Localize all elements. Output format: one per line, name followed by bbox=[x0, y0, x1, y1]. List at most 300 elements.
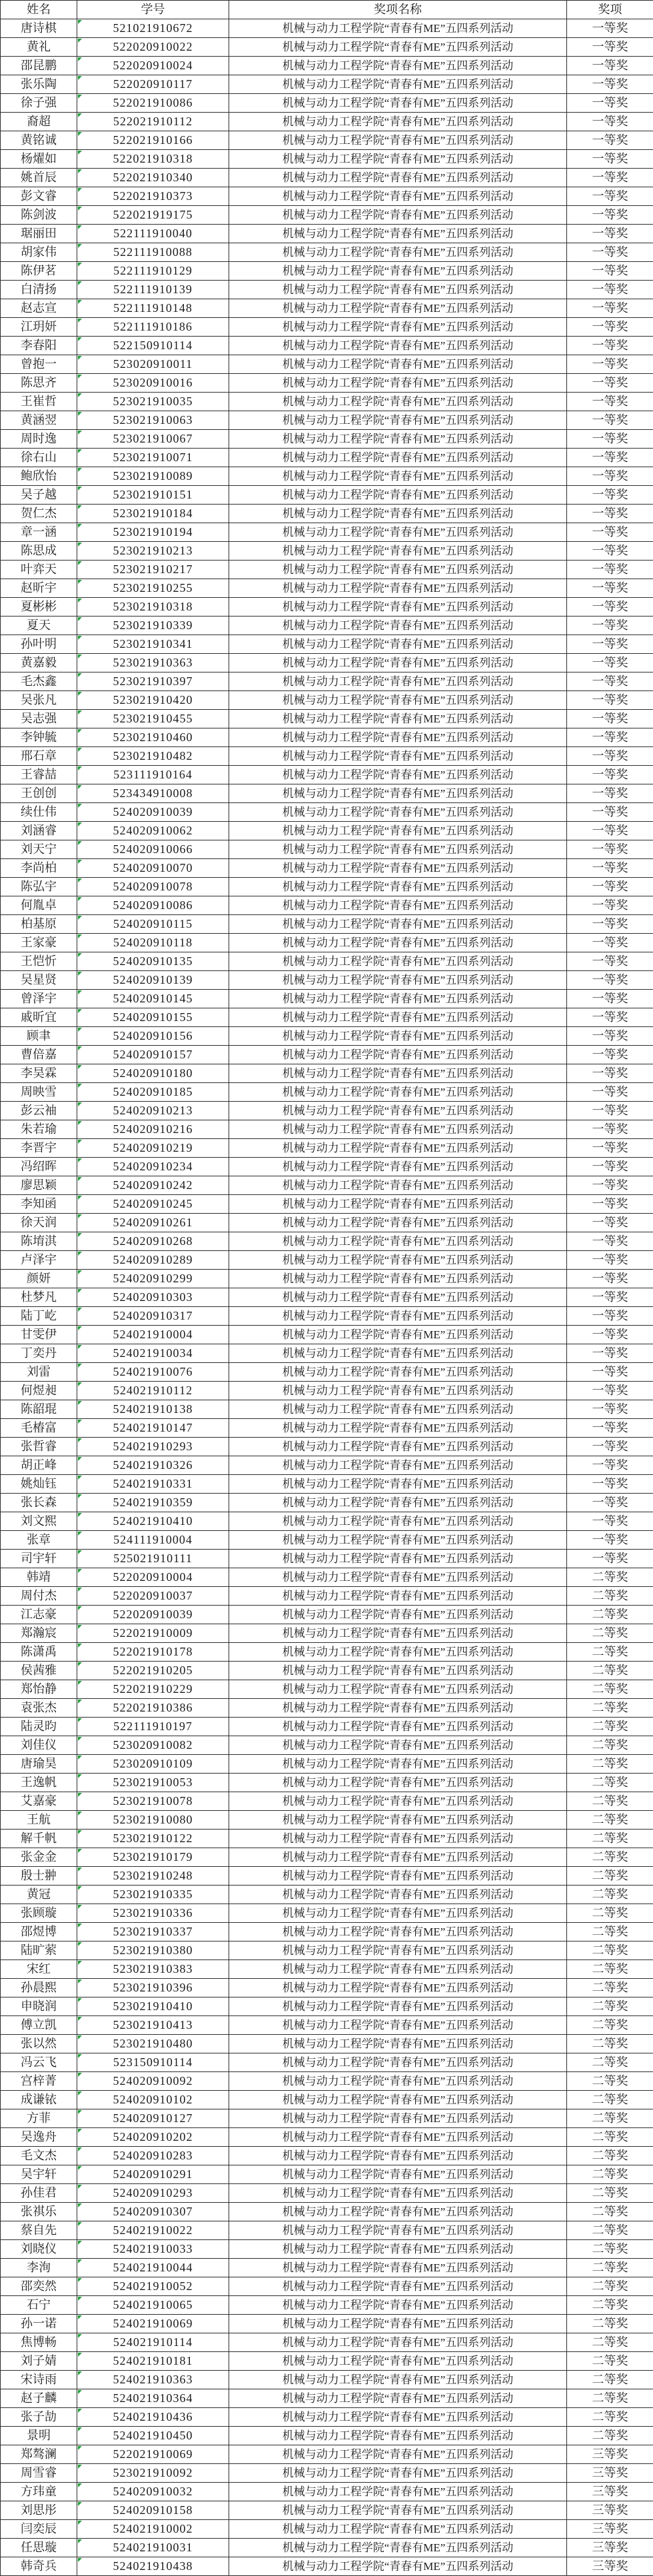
student-id-text: 523150910114 bbox=[113, 2055, 193, 2069]
award-level-cell: 一等奖 bbox=[567, 878, 653, 896]
student-name-cell: 韩奇兵 bbox=[1, 2557, 77, 2576]
award-level-cell: 二等奖 bbox=[567, 2296, 653, 2315]
student-name-cell: 周时逸 bbox=[1, 430, 77, 449]
student-id-text: 524020910216 bbox=[113, 1122, 193, 1136]
student-name-cell: 姚首辰 bbox=[1, 169, 77, 187]
student-id-cell bbox=[77, 449, 229, 467]
student-id-cell bbox=[77, 1027, 229, 1046]
student-id-cell bbox=[77, 2315, 229, 2333]
student-name-cell: 李钟毓 bbox=[1, 728, 77, 747]
number-as-text-flag-icon bbox=[78, 692, 82, 696]
award-name-cell: 机械与动力工程学院“青春有ME”五四系列活动 bbox=[229, 150, 567, 169]
student-name-cell: 司宇轩 bbox=[1, 1550, 77, 1568]
student-name-cell: 宋红 bbox=[1, 1960, 77, 1979]
award-name-cell: 机械与动力工程学院“青春有ME”五四系列活动 bbox=[229, 1307, 567, 1326]
student-name-cell: 夏彬彬 bbox=[1, 598, 77, 617]
number-as-text-flag-icon bbox=[78, 1438, 82, 1442]
number-as-text-flag-icon bbox=[78, 878, 82, 882]
award-level-cell: 一等奖 bbox=[567, 1550, 653, 1568]
award-level-cell: 一等奖 bbox=[567, 225, 653, 243]
student-name-cell: 唐瑜昊 bbox=[1, 1755, 77, 1774]
award-level-cell: 一等奖 bbox=[567, 915, 653, 934]
award-level-cell: 二等奖 bbox=[567, 1606, 653, 1624]
student-name-cell: 陈剑波 bbox=[1, 206, 77, 225]
table-row bbox=[1, 169, 653, 187]
award-name-cell: 机械与动力工程学院“青春有ME”五四系列活动 bbox=[229, 1718, 567, 1736]
student-id-text: 524021910031 bbox=[113, 2541, 193, 2554]
award-name-cell: 机械与动力工程学院“青春有ME”五四系列活动 bbox=[229, 915, 567, 934]
student-id-cell bbox=[77, 1400, 229, 1419]
award-name-cell: 机械与动力工程学院“青春有ME”五四系列活动 bbox=[229, 2539, 567, 2557]
student-id-cell bbox=[77, 1662, 229, 1680]
number-as-text-flag-icon bbox=[78, 449, 82, 453]
student-id-cell bbox=[77, 1232, 229, 1251]
student-id-text: 523021910122 bbox=[113, 1832, 193, 1845]
student-id-text: 522111910088 bbox=[113, 245, 193, 259]
student-id-text: 524021910363 bbox=[113, 2373, 193, 2386]
student-name-cell: 姚灿钰 bbox=[1, 1475, 77, 1494]
table-row bbox=[1, 113, 653, 131]
table-row bbox=[1, 1811, 653, 1830]
student-name-cell: 张顾璇 bbox=[1, 1904, 77, 1923]
student-name-cell: 丁奕丹 bbox=[1, 1344, 77, 1363]
award-name-cell: 机械与动力工程学院“青春有ME”五四系列活动 bbox=[229, 1867, 567, 1886]
number-as-text-flag-icon bbox=[78, 710, 82, 714]
student-id-cell bbox=[77, 691, 229, 710]
student-name-cell: 石宁 bbox=[1, 2296, 77, 2315]
student-id-cell bbox=[77, 654, 229, 672]
award-level-cell: 二等奖 bbox=[567, 2389, 653, 2408]
student-id-text: 524020910066 bbox=[113, 842, 193, 856]
table-row bbox=[1, 1288, 653, 1307]
student-name-cell: 冯云飞 bbox=[1, 2053, 77, 2072]
student-id-cell bbox=[77, 1288, 229, 1307]
award-level-cell: 一等奖 bbox=[567, 822, 653, 840]
student-id-cell bbox=[77, 1848, 229, 1867]
award-name-cell: 机械与动力工程学院“青春有ME”五四系列活动 bbox=[229, 1755, 567, 1774]
number-as-text-flag-icon bbox=[78, 169, 82, 173]
award-name-cell: 机械与动力工程学院“青春有ME”五四系列活动 bbox=[229, 262, 567, 281]
student-id-text: 524020910155 bbox=[113, 1010, 193, 1024]
student-name-cell: 王恺忻 bbox=[1, 952, 77, 971]
number-as-text-flag-icon bbox=[78, 953, 82, 957]
student-id-cell bbox=[77, 1550, 229, 1568]
award-name-cell: 机械与动力工程学院“青春有ME”五四系列活动 bbox=[229, 225, 567, 243]
award-name-cell: 机械与动力工程学院“青春有ME”五四系列活动 bbox=[229, 2221, 567, 2240]
table-row bbox=[1, 1456, 653, 1475]
table-row bbox=[1, 990, 653, 1008]
number-as-text-flag-icon bbox=[78, 1905, 82, 1909]
number-as-text-flag-icon bbox=[78, 207, 82, 211]
student-name-cell: 韩靖 bbox=[1, 1568, 77, 1587]
student-name-cell: 何胤卓 bbox=[1, 896, 77, 915]
award-name-cell: 机械与动力工程学院“青春有ME”五四系列活动 bbox=[229, 710, 567, 728]
table-row bbox=[1, 2483, 653, 2501]
number-as-text-flag-icon bbox=[78, 412, 82, 416]
award-level-cell: 一等奖 bbox=[567, 75, 653, 94]
award-name-cell: 机械与动力工程学院“青春有ME”五四系列活动 bbox=[229, 2165, 567, 2184]
table-row bbox=[1, 747, 653, 766]
number-as-text-flag-icon bbox=[78, 1886, 82, 1890]
student-name-cell: 陆旷萦 bbox=[1, 1941, 77, 1960]
award-level-cell: 二等奖 bbox=[567, 2315, 653, 2333]
table-row bbox=[1, 896, 653, 915]
student-id-cell bbox=[77, 1494, 229, 1512]
award-level-cell: 一等奖 bbox=[567, 710, 653, 728]
number-as-text-flag-icon bbox=[78, 1774, 82, 1778]
number-as-text-flag-icon bbox=[78, 1700, 82, 1704]
student-id-cell bbox=[77, 1195, 229, 1214]
table-row bbox=[1, 1307, 653, 1326]
student-id-cell bbox=[77, 2016, 229, 2035]
award-level-cell: 二等奖 bbox=[567, 2109, 653, 2128]
table-row bbox=[1, 1139, 653, 1158]
student-name-cell: 孙叶明 bbox=[1, 635, 77, 654]
award-level-cell: 三等奖 bbox=[567, 2501, 653, 2520]
number-as-text-flag-icon bbox=[78, 934, 82, 938]
number-as-text-flag-icon bbox=[78, 1550, 82, 1554]
number-as-text-flag-icon bbox=[78, 636, 82, 640]
student-id-cell bbox=[77, 728, 229, 747]
student-id-cell bbox=[77, 542, 229, 561]
student-name-cell: 张章 bbox=[1, 1531, 77, 1550]
award-name-cell: 机械与动力工程学院“青春有ME”五四系列活动 bbox=[229, 672, 567, 691]
number-as-text-flag-icon bbox=[78, 244, 82, 248]
table-row bbox=[1, 1997, 653, 2016]
student-name-cell: 赵昕宇 bbox=[1, 579, 77, 598]
table-body bbox=[1, 19, 653, 2576]
award-level-cell: 二等奖 bbox=[567, 1830, 653, 1848]
student-id-cell bbox=[77, 840, 229, 859]
award-name-cell: 机械与动力工程学院“青春有ME”五四系列活动 bbox=[229, 2053, 567, 2072]
award-level-cell: 二等奖 bbox=[567, 1624, 653, 1643]
award-name-cell: 机械与动力工程学院“青春有ME”五四系列活动 bbox=[229, 1904, 567, 1923]
student-id-cell bbox=[77, 337, 229, 355]
award-name-cell: 机械与动力工程学院“青春有ME”五四系列活动 bbox=[229, 1419, 567, 1438]
number-as-text-flag-icon bbox=[78, 76, 82, 80]
student-id-text: 522021910178 bbox=[113, 1645, 193, 1658]
award-name-cell: 机械与动力工程学院“青春有ME”五四系列活动 bbox=[229, 934, 567, 952]
student-id-text: 522111910129 bbox=[113, 264, 193, 277]
award-level-cell: 二等奖 bbox=[567, 2352, 653, 2371]
student-name-cell: 柏基原 bbox=[1, 915, 77, 934]
student-id-text: 524021910331 bbox=[113, 1477, 193, 1490]
number-as-text-flag-icon bbox=[78, 1065, 82, 1069]
award-level-cell: 一等奖 bbox=[567, 150, 653, 169]
award-name-cell: 机械与动力工程学院“青春有ME”五四系列活动 bbox=[229, 859, 567, 878]
student-id-text: 522150910114 bbox=[113, 339, 193, 352]
student-id-cell bbox=[77, 131, 229, 150]
award-level-cell: 一等奖 bbox=[567, 1008, 653, 1027]
number-as-text-flag-icon bbox=[78, 263, 82, 267]
award-level-cell: 二等奖 bbox=[567, 2427, 653, 2445]
student-id-cell bbox=[77, 1568, 229, 1587]
number-as-text-flag-icon bbox=[78, 2259, 82, 2263]
table-row bbox=[1, 411, 653, 430]
student-id-text: 524020910078 bbox=[113, 880, 193, 893]
number-as-text-flag-icon bbox=[78, 1569, 82, 1573]
student-id-cell bbox=[77, 2445, 229, 2464]
student-name-cell: 冯绍晖 bbox=[1, 1158, 77, 1176]
student-id-cell bbox=[77, 374, 229, 393]
award-name-cell: 机械与动力工程学院“青春有ME”五四系列活动 bbox=[229, 728, 567, 747]
student-name-cell: 彭文睿 bbox=[1, 187, 77, 206]
student-id-text: 523021910482 bbox=[113, 749, 193, 762]
student-id-cell bbox=[77, 243, 229, 262]
student-id-cell bbox=[77, 2240, 229, 2259]
award-level-cell: 一等奖 bbox=[567, 1307, 653, 1326]
award-level-cell: 二等奖 bbox=[567, 1718, 653, 1736]
student-id-cell bbox=[77, 1419, 229, 1438]
award-level-cell: 一等奖 bbox=[567, 38, 653, 57]
student-name-cell: 叶弈天 bbox=[1, 561, 77, 579]
award-name-cell: 机械与动力工程学院“青春有ME”五四系列活动 bbox=[229, 94, 567, 113]
award-name-cell: 机械与动力工程学院“青春有ME”五四系列活动 bbox=[229, 691, 567, 710]
student-id-cell bbox=[77, 2464, 229, 2483]
student-name-cell: 江玥妍 bbox=[1, 318, 77, 337]
table-row bbox=[1, 2016, 653, 2035]
award-name-cell: 机械与动力工程学院“青春有ME”五四系列活动 bbox=[229, 1774, 567, 1792]
award-name-cell: 机械与动力工程学院“青春有ME”五四系列活动 bbox=[229, 2427, 567, 2445]
award-level-cell: 一等奖 bbox=[567, 374, 653, 393]
student-name-cell: 陈堉淇 bbox=[1, 1232, 77, 1251]
award-level-cell: 一等奖 bbox=[567, 1344, 653, 1363]
student-id-text: 523021910184 bbox=[113, 507, 193, 520]
award-name-cell: 机械与动力工程学院“青春有ME”五四系列活动 bbox=[229, 1158, 567, 1176]
table-row bbox=[1, 1736, 653, 1755]
number-as-text-flag-icon bbox=[78, 2035, 82, 2039]
table-row bbox=[1, 374, 653, 393]
number-as-text-flag-icon bbox=[78, 1177, 82, 1181]
table-row bbox=[1, 2296, 653, 2315]
table-row bbox=[1, 1867, 653, 1886]
student-name-cell: 曾泽宇 bbox=[1, 990, 77, 1008]
table-row bbox=[1, 1195, 653, 1214]
number-as-text-flag-icon bbox=[78, 1625, 82, 1629]
student-id-cell bbox=[77, 2427, 229, 2445]
number-as-text-flag-icon bbox=[78, 356, 82, 360]
student-id-text: 524020910219 bbox=[113, 1141, 193, 1154]
student-id-text: 523111910164 bbox=[113, 768, 193, 781]
student-id-text: 524020910242 bbox=[113, 1178, 193, 1192]
student-id-text: 524021910069 bbox=[113, 2317, 193, 2330]
student-name-cell: 成谦铱 bbox=[1, 2091, 77, 2109]
col-header-award-level: 奖项 bbox=[567, 1, 653, 19]
student-name-cell: 裔超 bbox=[1, 113, 77, 131]
number-as-text-flag-icon bbox=[78, 1793, 82, 1797]
table-row bbox=[1, 691, 653, 710]
number-as-text-flag-icon bbox=[78, 2073, 82, 2077]
student-name-cell: 申晓润 bbox=[1, 1997, 77, 2016]
number-as-text-flag-icon bbox=[78, 1606, 82, 1610]
student-id-text: 522020910004 bbox=[113, 1570, 193, 1584]
student-name-cell: 吴志强 bbox=[1, 710, 77, 728]
table-row bbox=[1, 2109, 653, 2128]
student-id-text: 522111910040 bbox=[113, 227, 193, 240]
award-name-cell: 机械与动力工程学院“青春有ME”五四系列活动 bbox=[229, 1102, 567, 1120]
award-name-cell: 机械与动力工程学院“青春有ME”五四系列活动 bbox=[229, 2333, 567, 2352]
number-as-text-flag-icon bbox=[78, 1401, 82, 1405]
table-row bbox=[1, 542, 653, 561]
student-id-text: 524020910261 bbox=[113, 1216, 193, 1229]
award-level-cell: 一等奖 bbox=[567, 654, 653, 672]
award-name-cell: 机械与动力工程学院“青春有ME”五四系列活动 bbox=[229, 878, 567, 896]
award-level-cell: 二等奖 bbox=[567, 1792, 653, 1811]
number-as-text-flag-icon bbox=[78, 1270, 82, 1274]
award-name-cell: 机械与动力工程学院“青春有ME”五四系列活动 bbox=[229, 486, 567, 505]
table-row bbox=[1, 672, 653, 691]
award-level-cell: 二等奖 bbox=[567, 1736, 653, 1755]
number-as-text-flag-icon bbox=[78, 2054, 82, 2058]
table-row bbox=[1, 561, 653, 579]
student-name-cell: 艾嘉豪 bbox=[1, 1792, 77, 1811]
table-row bbox=[1, 467, 653, 486]
award-name-cell: 机械与动力工程学院“青春有ME”五四系列活动 bbox=[229, 1083, 567, 1102]
student-id-text: 523021910413 bbox=[113, 2018, 193, 2031]
table-row bbox=[1, 1363, 653, 1382]
student-id-cell bbox=[77, 2539, 229, 2557]
table-row bbox=[1, 952, 653, 971]
student-id-text: 523021910420 bbox=[113, 693, 193, 706]
award-level-cell: 一等奖 bbox=[567, 355, 653, 374]
award-level-cell: 二等奖 bbox=[567, 2221, 653, 2240]
award-level-cell: 一等奖 bbox=[567, 1046, 653, 1064]
award-level-cell: 一等奖 bbox=[567, 19, 653, 38]
table-row bbox=[1, 1475, 653, 1494]
number-as-text-flag-icon bbox=[78, 580, 82, 584]
number-as-text-flag-icon bbox=[78, 20, 82, 24]
table-row bbox=[1, 1886, 653, 1904]
table-row bbox=[1, 1120, 653, 1139]
award-level-cell: 二等奖 bbox=[567, 1979, 653, 1997]
table-row bbox=[1, 2091, 653, 2109]
student-name-cell: 徐子强 bbox=[1, 94, 77, 113]
table-row bbox=[1, 1419, 653, 1438]
award-name-cell: 机械与动力工程学院“青春有ME”五四系列活动 bbox=[229, 1568, 567, 1587]
student-id-cell bbox=[77, 859, 229, 878]
number-as-text-flag-icon bbox=[78, 916, 82, 920]
student-id-text: 524021910436 bbox=[113, 2410, 193, 2423]
student-id-text: 524020910289 bbox=[113, 1253, 193, 1266]
table-row bbox=[1, 2315, 653, 2333]
student-id-text: 524020910283 bbox=[113, 2149, 193, 2162]
student-id-cell bbox=[77, 990, 229, 1008]
student-id-cell bbox=[77, 505, 229, 523]
table-row bbox=[1, 1064, 653, 1083]
student-id-text: 523021910480 bbox=[113, 2037, 193, 2050]
number-as-text-flag-icon bbox=[78, 2017, 82, 2021]
number-as-text-flag-icon bbox=[78, 1028, 82, 1032]
table-row bbox=[1, 728, 653, 747]
student-id-cell bbox=[77, 2259, 229, 2277]
student-name-cell: 李晋宇 bbox=[1, 1139, 77, 1158]
award-name-cell: 机械与动力工程学院“青春有ME”五四系列活动 bbox=[229, 1195, 567, 1214]
award-level-cell: 一等奖 bbox=[567, 1419, 653, 1438]
award-level-cell: 二等奖 bbox=[567, 2333, 653, 2352]
student-name-cell: 陈韶琨 bbox=[1, 1400, 77, 1419]
award-name-cell: 机械与动力工程学院“青春有ME”五四系列活动 bbox=[229, 467, 567, 486]
student-id-text: 524020910317 bbox=[113, 1309, 193, 1322]
table-row bbox=[1, 2557, 653, 2576]
award-name-cell: 机械与动力工程学院“青春有ME”五四系列活动 bbox=[229, 1811, 567, 1830]
award-level-cell: 三等奖 bbox=[567, 2483, 653, 2501]
number-as-text-flag-icon bbox=[78, 1046, 82, 1050]
award-level-cell: 一等奖 bbox=[567, 299, 653, 318]
number-as-text-flag-icon bbox=[78, 1326, 82, 1330]
student-id-cell bbox=[77, 318, 229, 337]
award-name-cell: 机械与动力工程学院“青春有ME”五四系列活动 bbox=[229, 654, 567, 672]
student-name-cell: 琚丽田 bbox=[1, 225, 77, 243]
table-row bbox=[1, 57, 653, 75]
table-row bbox=[1, 1531, 653, 1550]
student-id-text: 524020910180 bbox=[113, 1066, 193, 1080]
student-id-cell bbox=[77, 1867, 229, 1886]
student-id-cell bbox=[77, 1326, 229, 1344]
student-name-cell: 王航 bbox=[1, 1811, 77, 1830]
number-as-text-flag-icon bbox=[78, 729, 82, 733]
table-row bbox=[1, 822, 653, 840]
award-level-cell: 一等奖 bbox=[567, 766, 653, 784]
student-id-cell bbox=[77, 766, 229, 784]
award-level-cell: 一等奖 bbox=[567, 1120, 653, 1139]
student-name-cell: 黄礼 bbox=[1, 38, 77, 57]
student-name-cell: 吴逸舟 bbox=[1, 2128, 77, 2147]
award-level-cell: 一等奖 bbox=[567, 579, 653, 598]
award-name-cell: 机械与动力工程学院“青春有ME”五四系列活动 bbox=[229, 2389, 567, 2408]
student-id-text: 524021910076 bbox=[113, 1365, 193, 1378]
student-id-text: 521021910672 bbox=[113, 21, 193, 35]
student-id-text: 524021910004 bbox=[113, 1328, 193, 1341]
award-name-cell: 机械与动力工程学院“青春有ME”五四系列活动 bbox=[229, 1960, 567, 1979]
student-name-cell: 毛杰鑫 bbox=[1, 672, 77, 691]
student-id-cell bbox=[77, 1680, 229, 1699]
award-level-cell: 一等奖 bbox=[567, 747, 653, 766]
student-id-text: 523021910063 bbox=[113, 413, 193, 427]
award-level-cell: 一等奖 bbox=[567, 728, 653, 747]
award-name-cell: 机械与动力工程学院“青春有ME”五四系列活动 bbox=[229, 1176, 567, 1195]
number-as-text-flag-icon bbox=[78, 785, 82, 789]
student-id-cell bbox=[77, 2165, 229, 2184]
table-row bbox=[1, 38, 653, 57]
student-name-cell: 孙晨熙 bbox=[1, 1979, 77, 1997]
award-level-cell: 二等奖 bbox=[567, 1699, 653, 1718]
student-name-cell: 陈思齐 bbox=[1, 374, 77, 393]
number-as-text-flag-icon bbox=[78, 2185, 82, 2189]
student-id-text: 523021910455 bbox=[113, 712, 193, 725]
award-name-cell: 机械与动力工程学院“青春有ME”五四系列活动 bbox=[229, 1270, 567, 1288]
award-name-cell: 机械与动力工程学院“青春有ME”五四系列活动 bbox=[229, 187, 567, 206]
table-row bbox=[1, 1774, 653, 1792]
student-id-cell bbox=[77, 896, 229, 915]
award-name-cell: 机械与动力工程学院“青春有ME”五四系列活动 bbox=[229, 1997, 567, 2016]
student-id-text: 524020910102 bbox=[113, 2093, 193, 2106]
award-name-cell: 机械与动力工程学院“青春有ME”五四系列活动 bbox=[229, 2408, 567, 2427]
number-as-text-flag-icon bbox=[78, 1140, 82, 1144]
award-name-cell: 机械与动力工程学院“青春有ME”五四系列活动 bbox=[229, 2184, 567, 2203]
number-as-text-flag-icon bbox=[78, 1364, 82, 1368]
student-name-cell: 陈弘宇 bbox=[1, 878, 77, 896]
table-row bbox=[1, 2184, 653, 2203]
student-id-text: 524020910268 bbox=[113, 1234, 193, 1248]
number-as-text-flag-icon bbox=[78, 804, 82, 808]
award-name-cell: 机械与动力工程学院“青春有ME”五四系列活动 bbox=[229, 2072, 567, 2091]
student-id-cell bbox=[77, 1214, 229, 1232]
award-name-cell: 机械与动力工程学院“青春有ME”五四系列活动 bbox=[229, 1251, 567, 1270]
student-id-text: 524021910065 bbox=[113, 2298, 193, 2311]
award-name-cell: 机械与动力工程学院“青春有ME”五四系列活动 bbox=[229, 2296, 567, 2315]
student-id-cell bbox=[77, 2221, 229, 2240]
award-level-cell: 一等奖 bbox=[567, 598, 653, 617]
